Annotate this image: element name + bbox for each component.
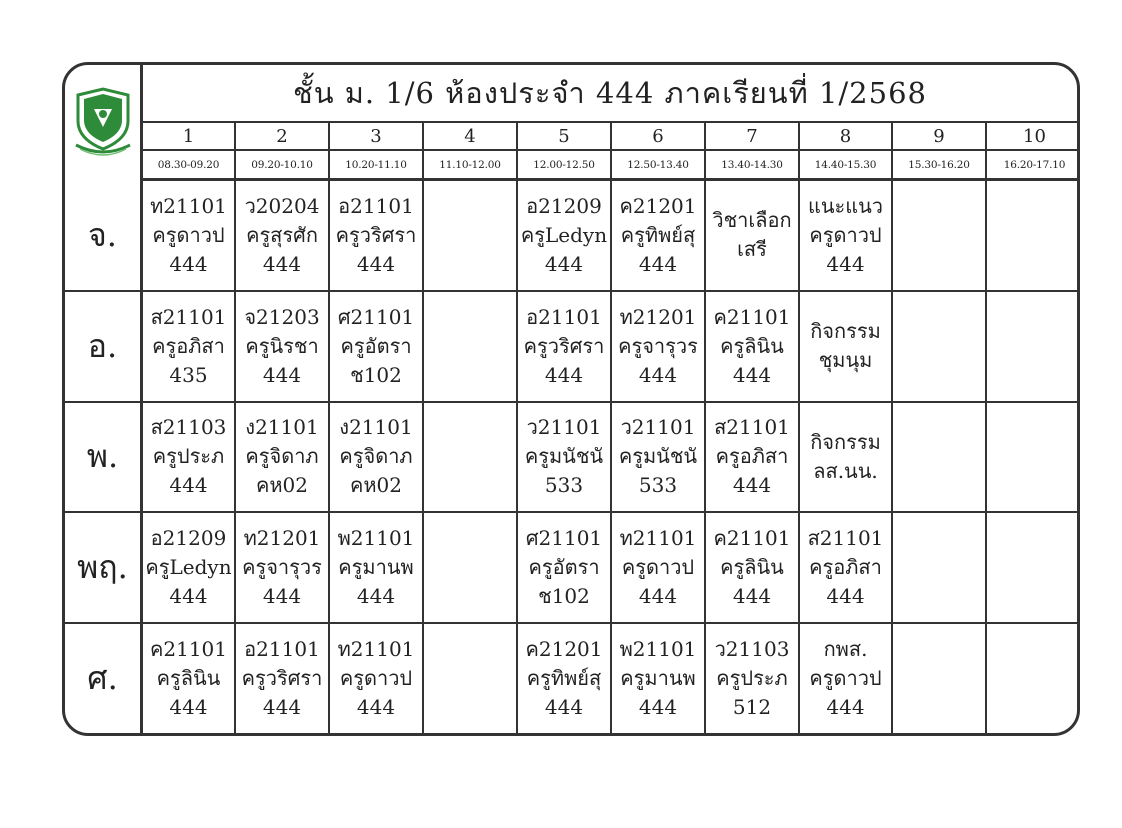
teacher-name: ครูวริศรา (523, 333, 605, 358)
page-title: ชั้น ม. 1/6 ห้องประจำ 444 ภาคเรียนที่ 1/2568 (143, 65, 1077, 123)
subject-code: พ21101 (337, 526, 415, 551)
schedule-cell (518, 181, 612, 290)
period-number: 3 (330, 123, 424, 149)
room-number: 444 (732, 473, 772, 498)
period-time: 11.10-12.00 (424, 151, 518, 178)
schedule-cell (987, 513, 1080, 622)
schedule-cell (706, 403, 800, 512)
room-number: 444 (638, 584, 678, 609)
schedule-cell (424, 292, 518, 401)
teacher-name: ครูดาวป (809, 666, 882, 691)
subject-code: ศ21101 (525, 526, 603, 551)
schedule-cell (800, 292, 893, 401)
room-number: 444 (356, 251, 396, 276)
schedule-cell (424, 181, 518, 290)
subject-code: กพส. (823, 637, 868, 662)
schedule-cell (893, 181, 987, 290)
schedule-cell (143, 513, 236, 622)
teacher-name: ครูประภ (716, 666, 788, 691)
subject-code: ท21101 (150, 193, 227, 218)
schedule-cell (518, 624, 612, 733)
schedule-cell (800, 403, 893, 512)
room-number: 444 (169, 473, 208, 498)
schedule-cell (518, 513, 612, 622)
schedule-cell (612, 513, 706, 622)
room-number: 444 (826, 251, 865, 276)
subject-code: อ21101 (526, 304, 602, 329)
teacher-name: ครูดาวป (339, 666, 413, 691)
schedule-cell (612, 624, 706, 733)
teacher-name: ครูดาวป (809, 222, 882, 247)
room-number: 444 (169, 584, 208, 609)
schedule-cell (893, 513, 987, 622)
period-number: 2 (236, 123, 330, 149)
subject-code: ท21101 (619, 526, 697, 551)
teacher-name: ครูลินิน (720, 333, 784, 358)
schedule-cell (706, 292, 800, 401)
subject-code: อ21209 (150, 526, 227, 551)
schedule-cell (236, 292, 330, 401)
timetable-frame (62, 62, 1080, 736)
subject-code: ง21101 (339, 415, 413, 440)
schedule-cell (330, 181, 424, 290)
teacher-name: ครูประภ (152, 444, 225, 469)
period-number: 6 (612, 123, 706, 149)
schedule-cell (330, 624, 424, 733)
teacher-name: ครูมานพ (338, 555, 414, 580)
room-number: 444 (544, 695, 584, 720)
teacher-name: ครูลินิน (720, 555, 784, 580)
room-number: 444 (826, 584, 865, 609)
room-number: 444 (262, 584, 302, 609)
subject-code: ว21103 (714, 637, 790, 662)
room-number: 533 (544, 473, 584, 498)
room-number: 444 (262, 251, 302, 276)
subject-code: กิจกรรม (810, 319, 881, 344)
teacher-name: ครูอภิสา (715, 444, 789, 469)
schedule-cell (987, 292, 1080, 401)
day-rows (65, 181, 1077, 733)
day-row (65, 513, 1077, 624)
subject-code: ว20204 (244, 193, 320, 218)
room-number: 533 (638, 473, 678, 498)
subject-code: แนะแนว (807, 193, 884, 218)
schedule-cell (424, 624, 518, 733)
room-number: 444 (544, 251, 584, 276)
room-number: 444 (732, 362, 772, 387)
period-number: 4 (424, 123, 518, 149)
subject-code: อ21209 (526, 193, 602, 218)
subject-code: ค21201 (619, 193, 697, 218)
room-number: 444 (544, 362, 584, 387)
room-number: 444 (638, 362, 678, 387)
teacher-name: ครูทิพย์สุ (620, 222, 696, 247)
teacher-name: ครูมานพ (620, 666, 696, 691)
schedule-cell (612, 403, 706, 512)
period-number: 9 (893, 123, 987, 149)
schedule-cell (893, 403, 987, 512)
subject-code: ส21101 (714, 415, 790, 440)
period-time: 12.00-12.50 (518, 151, 612, 178)
period-number: 1 (143, 123, 236, 149)
subject-code: ค21101 (149, 637, 227, 662)
teacher-name: ครูมนัชนั (618, 444, 698, 469)
schedule-cell (330, 403, 424, 512)
period-time: 13.40-14.30 (706, 151, 800, 178)
subject-code: ส21101 (807, 526, 884, 551)
schedule-cell (612, 181, 706, 290)
teacher-name: ครูมนัชนั (524, 444, 604, 469)
schedule-cell (706, 181, 800, 290)
period-number: 5 (518, 123, 612, 149)
teacher-name: ครูจารุวร (618, 333, 698, 358)
day-label: พ. (65, 403, 143, 512)
teacher-name: ครูวริศรา (335, 222, 417, 247)
schedule-cell (143, 624, 236, 733)
schedule-cell (518, 403, 612, 512)
schedule-cell (143, 181, 236, 290)
schedule-cell (424, 513, 518, 622)
schedule-cell (706, 513, 800, 622)
day-row (65, 403, 1077, 514)
room-number: คห02 (255, 473, 308, 498)
day-label: พฤ. (65, 513, 143, 622)
subject-code: ง21101 (245, 415, 319, 440)
schedule-cell (424, 403, 518, 512)
day-row (65, 181, 1077, 292)
teacher-name: ครูทิพย์สุ (526, 666, 602, 691)
room-number: 512 (732, 695, 772, 720)
room-number: 444 (262, 695, 302, 720)
teacher-name: ครูวริศรา (241, 666, 323, 691)
teacher-name: เสรี (737, 237, 767, 262)
schedule-cell (893, 624, 987, 733)
teacher-name: ครูอัตรา (340, 333, 412, 358)
subject-code: ว21101 (526, 415, 602, 440)
timetable-grid (65, 65, 1077, 733)
period-number: 8 (800, 123, 893, 149)
room-number: ช102 (538, 584, 590, 609)
schedule-cell (143, 403, 236, 512)
teacher-name: ครูดาวป (621, 555, 695, 580)
schedule-cell (987, 403, 1080, 512)
schedule-cell (330, 513, 424, 622)
room-number: 444 (638, 251, 678, 276)
subject-code: ส21103 (150, 415, 227, 440)
teacher-name: ครูอัตรา (528, 555, 600, 580)
teacher-name: ครูนิรชา (245, 333, 319, 358)
schedule-cell (612, 292, 706, 401)
period-header-row (143, 123, 1077, 151)
day-label: ศ. (65, 624, 143, 733)
subject-code: ส21101 (150, 304, 227, 329)
schedule-cell (236, 513, 330, 622)
teacher-name: ครูจิดาภ (245, 444, 319, 469)
day-row (65, 624, 1077, 733)
school-logo-cell (65, 65, 143, 181)
subject-code: ค21201 (525, 637, 603, 662)
room-number: 435 (169, 362, 208, 387)
teacher-name: ครูสุรศัก (246, 222, 318, 247)
teacher-name: ครูอภิสา (152, 333, 225, 358)
schedule-cell (236, 181, 330, 290)
teacher-name: ชุมนุม (818, 348, 873, 373)
subject-code: ท21201 (619, 304, 697, 329)
schedule-cell (800, 624, 893, 733)
teacher-name: ลส.นน. (813, 458, 878, 483)
period-time: 09.20-10.10 (236, 151, 330, 178)
teacher-name: ครูดาวป (152, 222, 225, 247)
subject-code: ค21101 (713, 526, 791, 551)
schedule-cell (893, 292, 987, 401)
room-number: 444 (638, 695, 678, 720)
subject-code: วิชาเลือก (712, 208, 792, 233)
schedule-cell (330, 292, 424, 401)
room-number: ช102 (350, 362, 402, 387)
room-number: 444 (169, 251, 208, 276)
period-time: 15.30-16.20 (893, 151, 987, 178)
subject-code: อ21101 (244, 637, 320, 662)
period-time: 12.50-13.40 (612, 151, 706, 178)
day-label: จ. (65, 181, 143, 290)
schedule-cell (518, 292, 612, 401)
schedule-cell (987, 624, 1080, 733)
subject-code: ว21101 (620, 415, 696, 440)
teacher-name: ครูLedyn (145, 555, 232, 580)
room-number: 444 (169, 695, 208, 720)
period-number: 10 (1023, 125, 1046, 147)
period-time: 10.20-11.10 (330, 151, 424, 178)
period-time: 08.30-09.20 (143, 151, 236, 178)
schedule-cell (236, 624, 330, 733)
schedule-cell (706, 624, 800, 733)
teacher-name: ครูจิดาภ (339, 444, 413, 469)
teacher-name: ครูจารุวร (242, 555, 322, 580)
teacher-name: ครูอภิสา (809, 555, 882, 580)
subject-code: ศ21101 (337, 304, 415, 329)
day-row (65, 292, 1077, 403)
schedule-cell (800, 513, 893, 622)
subject-code: อ21101 (338, 193, 414, 218)
teacher-name: ครูลินิน (156, 666, 221, 691)
period-time: 16.20-17.10 (1003, 158, 1066, 171)
schedule-cell (236, 403, 330, 512)
subject-code: ค21101 (713, 304, 791, 329)
schedule-cell (987, 181, 1080, 290)
schedule-cell (800, 181, 893, 290)
time-header-row (143, 151, 1077, 181)
period-number: 7 (706, 123, 800, 149)
school-shield-emblem-icon (72, 87, 134, 159)
room-number: คห02 (349, 473, 402, 498)
subject-code: จ21203 (244, 304, 320, 329)
period-time: 14.40-15.30 (800, 151, 893, 178)
subject-code: ท21101 (337, 637, 415, 662)
subject-code: ท21201 (243, 526, 321, 551)
schedule-cell (143, 292, 236, 401)
room-number: 444 (356, 584, 396, 609)
room-number: 444 (262, 362, 302, 387)
room-number: 444 (826, 695, 865, 720)
room-number: 444 (356, 695, 396, 720)
subject-code: กิจกรรม (810, 429, 881, 454)
teacher-name: ครูLedyn (520, 222, 608, 247)
subject-code: พ21101 (619, 637, 697, 662)
room-number: 444 (732, 584, 772, 609)
day-label: อ. (65, 292, 143, 401)
